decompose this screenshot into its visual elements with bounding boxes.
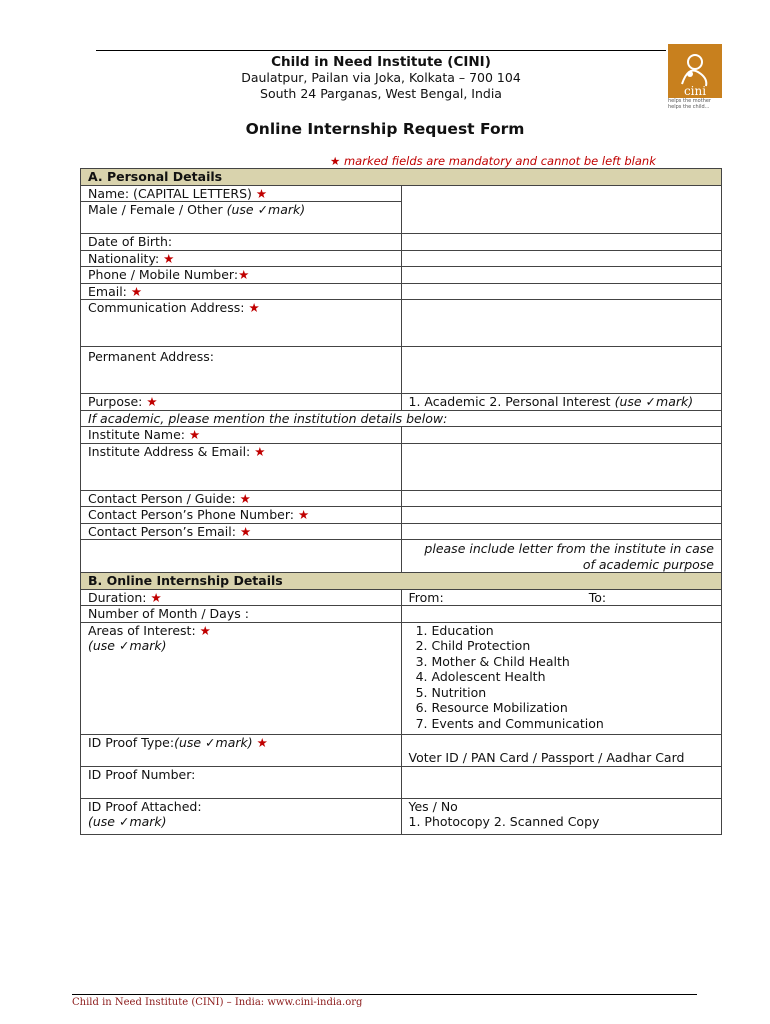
area-item[interactable]: 6. Resource Mobilization — [432, 700, 715, 716]
phone-label: Phone / Mobile Number:★ — [81, 267, 402, 284]
letter-blank-cell[interactable] — [81, 540, 402, 573]
duration-field[interactable] — [401, 589, 722, 606]
email-field[interactable] — [401, 283, 722, 300]
section-b-heading: B. Online Internship Details — [81, 573, 722, 590]
dob-label: Date of Birth: — [81, 234, 402, 251]
address-line-1: Daulatpur, Pailan via Joka, Kolkata – 700 104 — [241, 70, 521, 85]
email-label: Email: ★ — [81, 283, 402, 300]
internship-form-table — [80, 168, 722, 835]
months-field[interactable] — [401, 606, 722, 623]
logo-tagline: helps the mother helps the child... — [668, 98, 711, 110]
purpose-label: Purpose: ★ — [81, 394, 402, 411]
contact-phone-label: Contact Person’s Phone Number: ★ — [81, 507, 402, 524]
institute-address-label: Institute Address & Email: ★ — [81, 443, 402, 490]
contact-phone-field[interactable] — [401, 507, 722, 524]
academic-note: If academic, please mention the institution details below: — [81, 410, 722, 427]
to-label: To: — [588, 589, 607, 605]
letterhead — [96, 50, 666, 102]
contact-person-label: Contact Person / Guide: ★ — [81, 490, 402, 507]
star-icon: ★ — [330, 154, 341, 168]
areas-list-cell[interactable] — [401, 622, 722, 734]
id-attached-label: ID Proof Attached: (use ✓mark) — [81, 798, 402, 834]
area-item[interactable]: 3. Mother & Child Health — [432, 654, 715, 670]
id-attached-options[interactable]: Yes / No 1. Photocopy 2. Scanned Copy — [401, 798, 722, 834]
institute-address-field[interactable] — [401, 443, 722, 490]
footer-text: Child in Need Institute (CINI) – India: www.cini-india.org — [72, 997, 363, 1008]
cini-logo — [668, 44, 722, 98]
name-label: Name: (CAPITAL LETTERS) ★ — [81, 185, 402, 202]
gender-label: Male / Female / Other (use ✓mark) — [81, 202, 402, 234]
perm-address-label: Permanent Address: — [81, 347, 402, 394]
name-field[interactable] — [401, 185, 722, 234]
contact-email-field[interactable] — [401, 523, 722, 540]
dob-field[interactable] — [401, 234, 722, 251]
institute-name-label: Institute Name: ★ — [81, 427, 402, 444]
nationality-field[interactable] — [401, 250, 722, 267]
purpose-options[interactable]: 1. Academic 2. Personal Interest (use ✓mark) — [401, 394, 722, 411]
duration-label: Duration: ★ — [81, 589, 402, 606]
id-number-field[interactable] — [401, 766, 722, 798]
contact-email-label: Contact Person’s Email: ★ — [81, 523, 402, 540]
contact-person-field[interactable] — [401, 490, 722, 507]
section-a-heading: A. Personal Details — [81, 169, 722, 186]
areas-label: Areas of Interest: ★ (use ✓mark) — [81, 622, 402, 734]
from-label: From: — [408, 589, 444, 605]
area-item[interactable]: 5. Nutrition — [432, 685, 715, 701]
id-type-label: ID Proof Type:(use ✓mark) ★ — [81, 734, 402, 766]
id-type-options[interactable]: Voter ID / PAN Card / Passport / Aadhar Card — [401, 734, 722, 766]
logo-text: cini — [683, 84, 707, 98]
months-label: Number of Month / Days : — [81, 606, 402, 623]
comm-address-label: Communication Address: ★ — [81, 300, 402, 347]
perm-address-field[interactable] — [401, 347, 722, 394]
footer-divider — [72, 994, 697, 995]
area-item[interactable]: 4. Adolescent Health — [432, 669, 715, 685]
area-item[interactable]: 1. Education — [432, 623, 715, 639]
area-item[interactable]: 7. Events and Communication — [432, 716, 715, 732]
mandatory-note: ★ marked fields are mandatory and cannot be left blank — [330, 154, 656, 168]
letter-note: please include letter from the institute in case of academic purpose — [401, 540, 722, 573]
nationality-label: Nationality: ★ — [81, 250, 402, 267]
comm-address-field[interactable] — [401, 300, 722, 347]
areas-list — [409, 623, 715, 732]
phone-field[interactable] — [401, 267, 722, 284]
area-item[interactable]: 2. Child Protection — [432, 638, 715, 654]
id-number-label: ID Proof Number: — [81, 766, 402, 798]
org-name: Child in Need Institute (CINI) — [271, 54, 491, 70]
address-line-2: South 24 Parganas, West Bengal, India — [260, 86, 502, 101]
institute-name-field[interactable] — [401, 427, 722, 444]
form-title: Online Internship Request Form — [245, 120, 525, 138]
